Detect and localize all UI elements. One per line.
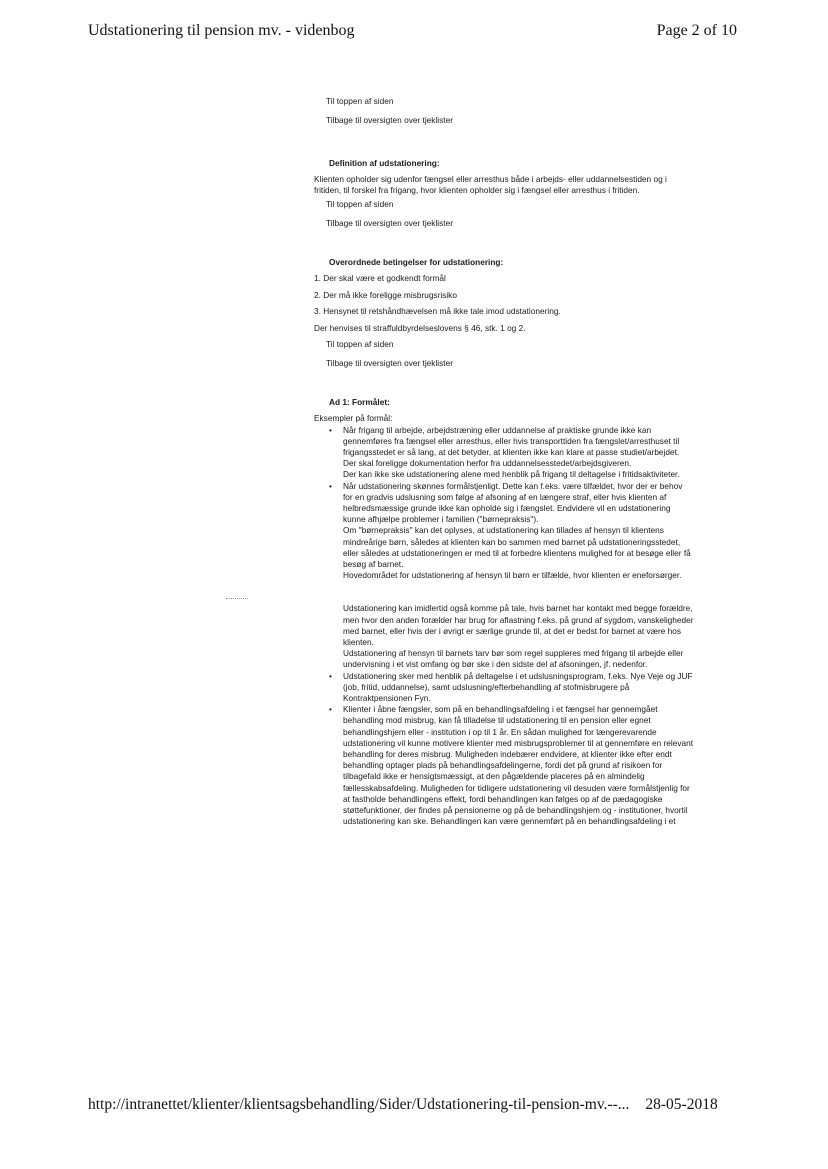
paragraph: Når frigang til arbejde, arbejdstræning eller uddannelse af praktiske grunde ikke kan gennemføres fra fængsel eller arresthus, eller hvis transporttiden fra fængslet/arresthuset til frigangsstedet er så lang, at det betyder, at klienten ikke kan klare at passe studiet/arbejdet. Der skal foreligge dokumentation herfor fra uddannelsesstedet/arbejdsgiveren. xyxy=(343,424,680,469)
source-url[interactable]: http://intranettet/klienter/klientsagsbehandling/Sider/Udstationering-til-pension-mv.--... xyxy=(88,1096,630,1113)
paragraph: Udstationering af hensyn til barnets tarv bør som regel suppleres med frigang til arbejde eller undervisning i et vist omfang og bør ske i den sidste del af afsoningen, jf. nedenfor. xyxy=(343,648,684,670)
purpose-examples-list xyxy=(314,425,694,828)
condition-item: 3. Hensynet til retshåndhævelsen må ikke tale imod udstationering. xyxy=(314,306,561,317)
purpose-heading: Ad 1: Formålet: xyxy=(329,397,390,408)
link-back-to-checklists[interactable]: Tilbage til oversigten over tjeklister xyxy=(326,114,453,125)
paragraph: Om "børnepraksis" kan det oplyses, at udstationering kan tillades af hensyn til klientens mindreårige børn, således at klienten kan bo sammen med barnet på udstationeringsstedet, eller således at udstationeringen er med til at forbedre klientens mulighed for at besøge eller få besøg af barnet. xyxy=(343,525,691,569)
list-item xyxy=(329,480,694,671)
list-item xyxy=(329,670,694,705)
paragraph: Klienter i åbne fængsler, som på en behandlingsafdeling i et fængsel har gennemgået behandling mod misbrug, kan få tilladelse til udstationering til en pension eller egnet behandlingshjem eller - institution i op til 1 år. En sådan mulighed for længerevarende udstationering vil kunne motivere klienter med misbrugsproblemer til at gennemføre en relevant behandling for deres misbrug. Muligheden indebærer endvidere, at klienter ikke efter endt behandling optager plads på behandlingsafdelingerne, fordi det på grund af risikoen for tilbagefald ikke er hensigtsmæssigt, at den pågældende placeres på en almindelig fællesskabsafdeling. Muligheden for tidligere udstationering vil desuden være formålstjenlig for at fastholde behandlingens effekt, fordi behandlingen kan følges op af de pædagogiske støttefunktioner, der findes på pensionerne og på de behandlingshjem og - institutioner, hvortil udstationering kan ske. Behandlingen kan være gennemført på en behandlingsafdeling i et xyxy=(343,704,694,827)
condition-item: 1. Der skal være et godkendt formål xyxy=(314,273,446,284)
scan-mark xyxy=(226,598,248,599)
bullet-icon: • xyxy=(329,424,332,435)
document-header-title: Udstationering til pension mv. - videnbog xyxy=(88,22,355,39)
link-to-top[interactable]: Til toppen af siden xyxy=(326,199,394,210)
paragraph: Der kan ikke ske udstationering alene med henblik på frigang til deltagelse i fritidsaktiviteter. xyxy=(343,469,680,480)
page-footer xyxy=(88,1096,718,1114)
purpose-intro: Eksempler på formål: xyxy=(314,413,393,424)
conditions-heading: Overordnede betingelser for udstationering: xyxy=(329,257,504,268)
document-body xyxy=(314,96,694,827)
bullet-icon: • xyxy=(329,704,332,715)
law-reference: Der henvises til straffuldbyrdelseslovens § 46, stk. 1 og 2. xyxy=(314,322,526,333)
definition-heading: Definition af udstationering: xyxy=(329,157,440,168)
paragraph-spacer xyxy=(343,581,694,603)
link-back-to-checklists[interactable]: Tilbage til oversigten over tjeklister xyxy=(326,358,453,369)
definition-text: Klienten opholder sig udenfor fængsel eller arresthus både i arbejds- eller uddannelsestiden og i fritiden, til forskel fra frigang, hvor klienten opholder sig i fængsel eller arresthus i fritiden. xyxy=(314,173,667,196)
list-item xyxy=(329,704,694,827)
paragraph: Udstationering kan imidlertid også komme på tale, hvis barnet har kontakt med begge forældre, men hvor den anden forælder har brug for aflastning f.eks. på grund af sygdom, vanskeligheder med barnet, eller hvis der i øvrigt er særlige grunde til, at det er bedst for barnet at være hos klienten. xyxy=(343,603,694,648)
link-to-top[interactable]: Til toppen af siden xyxy=(326,339,394,350)
bullet-icon: • xyxy=(329,480,332,491)
link-to-top[interactable]: Til toppen af siden xyxy=(326,96,394,106)
link-back-to-checklists[interactable]: Tilbage til oversigten over tjeklister xyxy=(326,218,453,229)
print-date: 28-05-2018 xyxy=(645,1096,718,1113)
paragraph: Når udstationering skønnes formålstjenligt. Dette kan f.eks. være tilfældet, hvor der er behov for en gradvis udslusning som følge af afsoning af en længere straf, eller hvis klienten af helbredsmæssige grunde ikke kan opholde sig i fængslet. Endvidere vil en udstationering kunne afhjælpe problemer i familien ("børnepraksis"). xyxy=(343,480,683,525)
condition-item: 2. Der må ikke foreligge misbrugsrisiko xyxy=(314,289,457,300)
bullet-icon: • xyxy=(329,670,332,681)
paragraph: Hovedområdet for udstationering af hensyn til børn er tilfælde, hvor klienten er eneforsørger. xyxy=(343,570,682,581)
page-number: Page 2 of 10 xyxy=(656,22,737,39)
list-item xyxy=(329,424,694,481)
paragraph: Udstationering sker med henblik på deltagelse i et udslusningsprogram, f.eks. Nye Veje og JUF (job, fritid, uddannelse), samt udslusning/efterbehandling af stofmisbrugere på Kontraktpensionen Fyn. xyxy=(343,670,693,704)
